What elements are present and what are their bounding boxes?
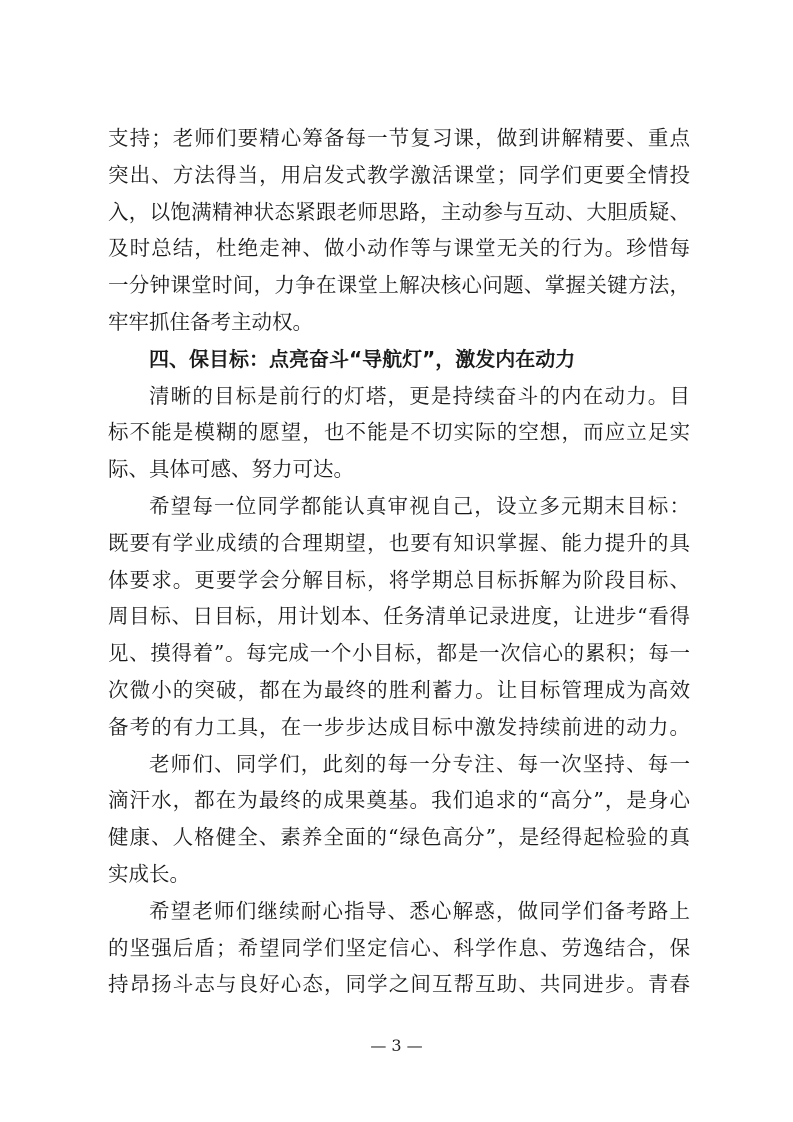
text-line: 健康、人格健全、素养全面的“绿色高分”，是经得起检验的真: [108, 825, 690, 850]
text-line: 老师们、同学们，此刻的每一分专注、每一次坚持、每一: [149, 751, 690, 776]
text-line: 牢牢抓住备考主动权。: [108, 309, 313, 334]
text-line: 及时总结，杜绝走神、做小动作等与课堂无关的行为。珍惜每: [108, 236, 690, 261]
text-line: 体要求。更要学会分解目标，将学期总目标拆解为阶段目标、: [108, 567, 690, 592]
text-line: 入，以饱满精神状态紧跟老师思路，主动参与互动、大胆质疑、: [108, 199, 690, 224]
text-line: 突出、方法得当，用启发式教学激活课堂；同学们更要全情投: [108, 162, 690, 187]
text-line: 滴汗水，都在为最终的成果奠基。我们追求的“高分”，是身心: [108, 788, 690, 813]
text-line: 备考的有力工具，在一步步达成目标中激发持续前进的动力。: [108, 714, 690, 739]
text-line: 既要有学业成绩的合理期望，也要有知识掌握、能力提升的具: [108, 530, 690, 555]
text-line: 希望每一位同学都能认真审视自己，设立多元期末目标：: [149, 493, 690, 518]
text-line: 一分钟课堂时间，力争在课堂上解决核心问题、掌握关键方法，: [108, 273, 690, 298]
text-line: 际、具体可感、努力可达。: [108, 457, 354, 482]
text-line: 希望老师们继续耐心指导、悉心解惑，做同学们备考路上: [149, 898, 690, 923]
text-line: 见、摸得着”。每完成一个小目标，都是一次信心的累积；每一: [108, 641, 690, 666]
section-heading: 四、保目标：点亮奋斗“导航灯”，激发内在动力: [149, 346, 576, 371]
text-line: 周目标、日目标，用计划本、任务清单记录进度，让进步“看得: [108, 604, 690, 629]
text-line: 持昂扬斗志与良好心态，同学之间互帮互助、共同进步。青春: [108, 972, 690, 997]
text-line: 的坚强后盾；希望同学们坚定信心、科学作息、劳逸结合，保: [108, 935, 690, 960]
text-line: 清晰的目标是前行的灯塔，更是持续奋斗的内在动力。目: [149, 383, 690, 408]
document-body: [108, 120, 690, 1003]
text-line: 标不能是模糊的愿望，也不能是不切实际的空想，而应立足实: [108, 420, 690, 445]
text-line: 支持；老师们要精心筹备每一节复习课，做到讲解精要、重点: [108, 126, 690, 150]
text-line: 次微小的突破，都在为最终的胜利蓄力。让目标管理成为高效: [108, 677, 690, 702]
page-number: — 3 —: [370, 1036, 423, 1055]
text-line: 实成长。: [108, 861, 190, 886]
